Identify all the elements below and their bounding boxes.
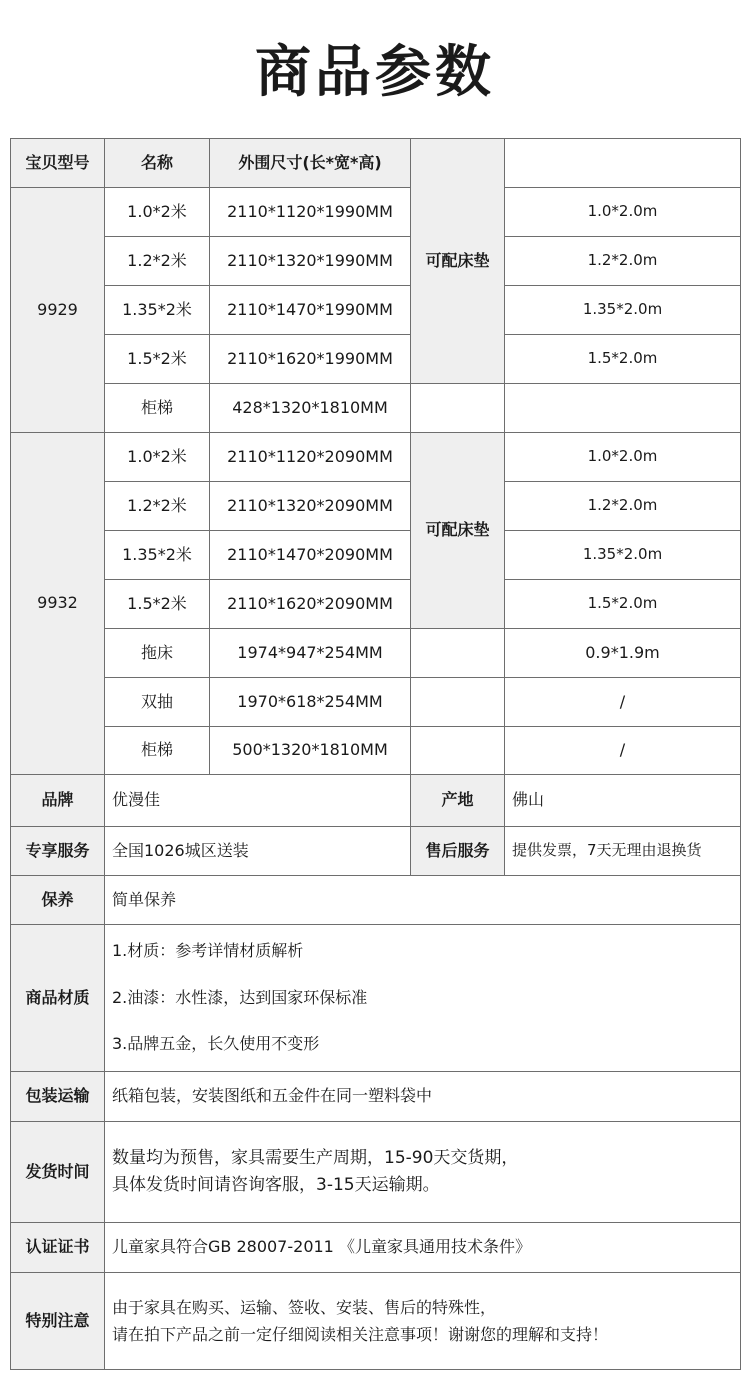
packing-label: 包装运输: [10, 1071, 105, 1122]
table-row-dims: 2110*1120*1990MM: [209, 187, 411, 237]
table-row-name: 拖床: [104, 628, 210, 678]
table-row-mattress: 1.5*2.0m: [504, 334, 741, 384]
table-row-mattress: 1.0*2.0m: [504, 187, 741, 237]
table-row-name: 1.5*2米: [104, 579, 210, 629]
table-row-name: 双抽: [104, 677, 210, 727]
table-row-dims: 500*1320*1810MM: [209, 726, 411, 775]
notice-line: 请在拍下产品之前一定仔细阅读相关注意事项！谢谢您的理解和支持！: [112, 1325, 609, 1344]
table-row-dims: 428*1320*1810MM: [209, 383, 411, 433]
table-row-dims: 2110*1120*2090MM: [209, 432, 411, 482]
care-value: 简单保养: [104, 875, 741, 925]
table-row-mattress: 1.5*2.0m: [504, 579, 741, 629]
page-title: 商品参数: [255, 40, 495, 105]
notice-label: 特别注意: [10, 1272, 105, 1370]
delivery-value: [104, 1121, 741, 1223]
table-row-empty: [410, 628, 505, 678]
table-row-dims: 2110*1470*1990MM: [209, 285, 411, 335]
care-label: 保养: [10, 875, 105, 925]
brand-label: 品牌: [10, 774, 105, 827]
table-row-mattress: 1.2*2.0m: [504, 236, 741, 286]
cert-label: 认证证书: [10, 1222, 105, 1273]
table-row-mattress: 1.35*2.0m: [504, 530, 741, 580]
table-row-mattress: /: [504, 677, 741, 727]
header-mattress-empty: [504, 138, 741, 188]
packing-value: 纸箱包装，安装图纸和五金件在同一塑料袋中: [104, 1071, 741, 1122]
table-row-empty: [410, 726, 505, 775]
material-line: 2.油漆：水性漆，达到国家环保标准: [112, 987, 368, 1007]
table-row-name: 1.35*2米: [104, 530, 210, 580]
table-row-name: 1.35*2米: [104, 285, 210, 335]
material-line: 1.材质：参考详情材质解析: [112, 940, 304, 960]
table-row-mattress: 1.2*2.0m: [504, 481, 741, 531]
header-name: 名称: [104, 138, 210, 188]
table-row-name: 柜梯: [104, 726, 210, 775]
table-row-name: 1.5*2米: [104, 334, 210, 384]
model-9929: 9929: [10, 187, 105, 433]
header-dims: 外围尺寸(长*宽*高): [209, 138, 411, 188]
table-row-dims: 2110*1320*2090MM: [209, 481, 411, 531]
table-row-dims: 2110*1470*2090MM: [209, 530, 411, 580]
table-row-empty: [410, 677, 505, 727]
table-row-dims: 2110*1320*1990MM: [209, 236, 411, 286]
table-row-dims: 1974*947*254MM: [209, 628, 411, 678]
notice-line: 由于家具在购买、运输、签收、安装、售后的特殊性，: [112, 1298, 497, 1317]
mattress-label-9929: 可配床垫: [410, 138, 505, 384]
notice-value: [104, 1272, 741, 1370]
origin-value: 佛山: [504, 774, 741, 827]
table-row-dims: 2110*1620*1990MM: [209, 334, 411, 384]
origin-label: 产地: [410, 774, 505, 827]
table-row-name: 柜梯: [104, 383, 210, 433]
service-value: 全国1026城区送装: [104, 826, 411, 876]
header-model: 宝贝型号: [10, 138, 105, 188]
table-row-mattress: /: [504, 726, 741, 775]
table-row-dims: 1970*618*254MM: [209, 677, 411, 727]
brand-value: 优漫佳: [104, 774, 411, 827]
table-row-mattress: 1.0*2.0m: [504, 432, 741, 482]
table-row-name: 1.2*2米: [104, 481, 210, 531]
table-row-name: 1.0*2米: [104, 432, 210, 482]
delivery-line: 数量均为预售，家具需要生产周期，15-90天交货期，: [112, 1148, 519, 1168]
cert-value: 儿童家具符合GB 28007-2011 《儿童家具通用技术条件》: [104, 1222, 741, 1273]
table-row-mattress: [504, 383, 741, 433]
table-row-mattress: 1.35*2.0m: [504, 285, 741, 335]
delivery-label: 发货时间: [10, 1121, 105, 1223]
aftersale-value: 提供发票，7天无理由退换货: [504, 826, 741, 876]
mattress-label-9932: 可配床垫: [410, 432, 505, 629]
table-row-mattress: 0.9*1.9m: [504, 628, 741, 678]
material-line: 3.品牌五金，长久使用不变形: [112, 1034, 320, 1054]
table-row-name: 1.2*2米: [104, 236, 210, 286]
table-row-name: 1.0*2米: [104, 187, 210, 237]
delivery-line: 具体发货时间请咨询客服，3-15天运输期。: [112, 1175, 440, 1195]
model-9932: 9932: [10, 432, 105, 775]
material-label: 商品材质: [10, 924, 105, 1072]
table-row-dims: 2110*1620*2090MM: [209, 579, 411, 629]
material-value: [104, 924, 741, 1072]
aftersale-label: 售后服务: [410, 826, 505, 876]
service-label: 专享服务: [10, 826, 105, 876]
table-row-empty: [410, 383, 505, 433]
